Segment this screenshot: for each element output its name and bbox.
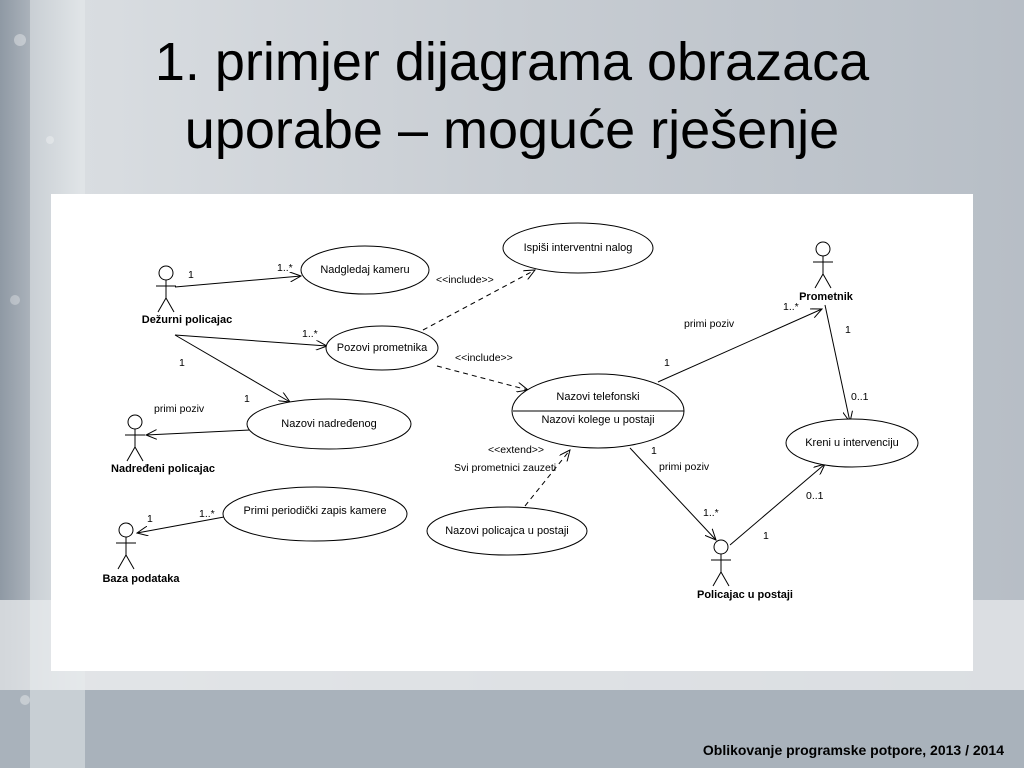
label-include-2: <<include>> <box>455 352 513 364</box>
actor-prometnik-figure <box>813 242 833 288</box>
actor-label-prometnik: Prometnik <box>799 291 853 303</box>
mult-dezurni-pozovi: 1 <box>179 357 185 369</box>
label-primi-poziv-nadredeni: primi poziv <box>154 403 205 415</box>
assoc-dezurni-nazovi-nadredenog <box>175 335 290 402</box>
extend-policajca-kolege <box>525 450 570 506</box>
usecase-label-nazovi-nadredenog: Nazovi nadređenog <box>281 418 377 430</box>
actor-policajac-postaja-figure <box>711 540 731 586</box>
actor-label-nadredeni: Nadređeni policajac <box>111 463 215 475</box>
assoc-postaja-kreni <box>730 464 825 545</box>
slide-title-line1: 1. primjer dijagrama obrazaca <box>154 32 870 92</box>
mult-prometnik: 1..* <box>783 301 799 313</box>
assoc-dezurni-nadgledaj <box>175 276 301 287</box>
include-pozovi-telefonski <box>437 366 528 390</box>
usecase-label-primi-zapis: Primi periodički zapis kamere <box>243 505 387 517</box>
label-primi-poziv-postaja: primi poziv <box>659 461 710 473</box>
actor-baza-figure <box>116 523 136 569</box>
mult-postaja: 1..* <box>703 507 719 519</box>
slide-title <box>60 28 964 164</box>
mult-prometnik-kreni: 1 <box>845 324 851 336</box>
usecase-label-nadgledaj: Nadgledaj kameru <box>320 264 410 276</box>
mult-postaja-kreni: 1 <box>763 530 769 542</box>
mult-kreni-postaja: 0..1 <box>806 490 824 502</box>
mult-dezurni-nadgledaj: 1 <box>188 269 194 281</box>
usecase-label-nazovi-policajca: Nazovi policajca u postaji <box>445 525 569 537</box>
actor-label-dezurni: Dežurni policajac <box>141 314 233 326</box>
actor-label-baza: Baza podataka <box>102 573 180 585</box>
usecase-label-pozovi: Pozovi prometnika <box>336 342 428 354</box>
actor-label-policajac-postaja: Policajac u postaji <box>697 589 793 601</box>
usecase-label-nazovi-telefonski: Nazovi telefonski <box>556 391 640 403</box>
usecase-label-nazovi-kolege: Nazovi kolege u postaji <box>541 414 655 426</box>
usecase-label-kreni: Kreni u intervenciju <box>805 437 899 449</box>
assoc-nazovi-nadredenog-nadredeni <box>146 430 250 435</box>
use-case-diagram <box>51 194 973 671</box>
mult-nadgledaj: 1..* <box>277 262 293 274</box>
mult-telefonski-postaja: 1 <box>651 445 657 457</box>
mult-kreni-prometnik: 0..1 <box>851 391 869 403</box>
label-extend: <<extend>> <box>488 444 545 456</box>
mult-baza: 1 <box>147 513 153 525</box>
label-primi-poziv-prometnik: primi poziv <box>684 318 735 330</box>
usecase-label-ispisi: Ispiši interventni nalog <box>523 242 633 254</box>
actor-dezurni-figure <box>156 266 176 312</box>
actor-nadredeni-figure <box>125 415 145 461</box>
mult-dezurni-nazovi: 1 <box>244 393 250 405</box>
label-include-1: <<include>> <box>436 274 494 286</box>
mult-zapis: 1..* <box>199 508 215 520</box>
slide-footer: Oblikovanje programske potpore, 2013 / 2014 <box>702 742 1004 758</box>
use-case-diagram-panel <box>51 194 973 671</box>
assoc-prometnik-kreni <box>825 305 850 422</box>
mult-pozovi: 1..* <box>302 328 318 340</box>
slide-title-line2: uporabe – moguće rješenje <box>184 100 840 160</box>
label-extend-condition: Svi prometnici zauzeti <box>454 462 557 474</box>
assoc-telefonski-prometnik <box>658 309 822 382</box>
mult-telefonski-prometnik: 1 <box>664 357 670 369</box>
